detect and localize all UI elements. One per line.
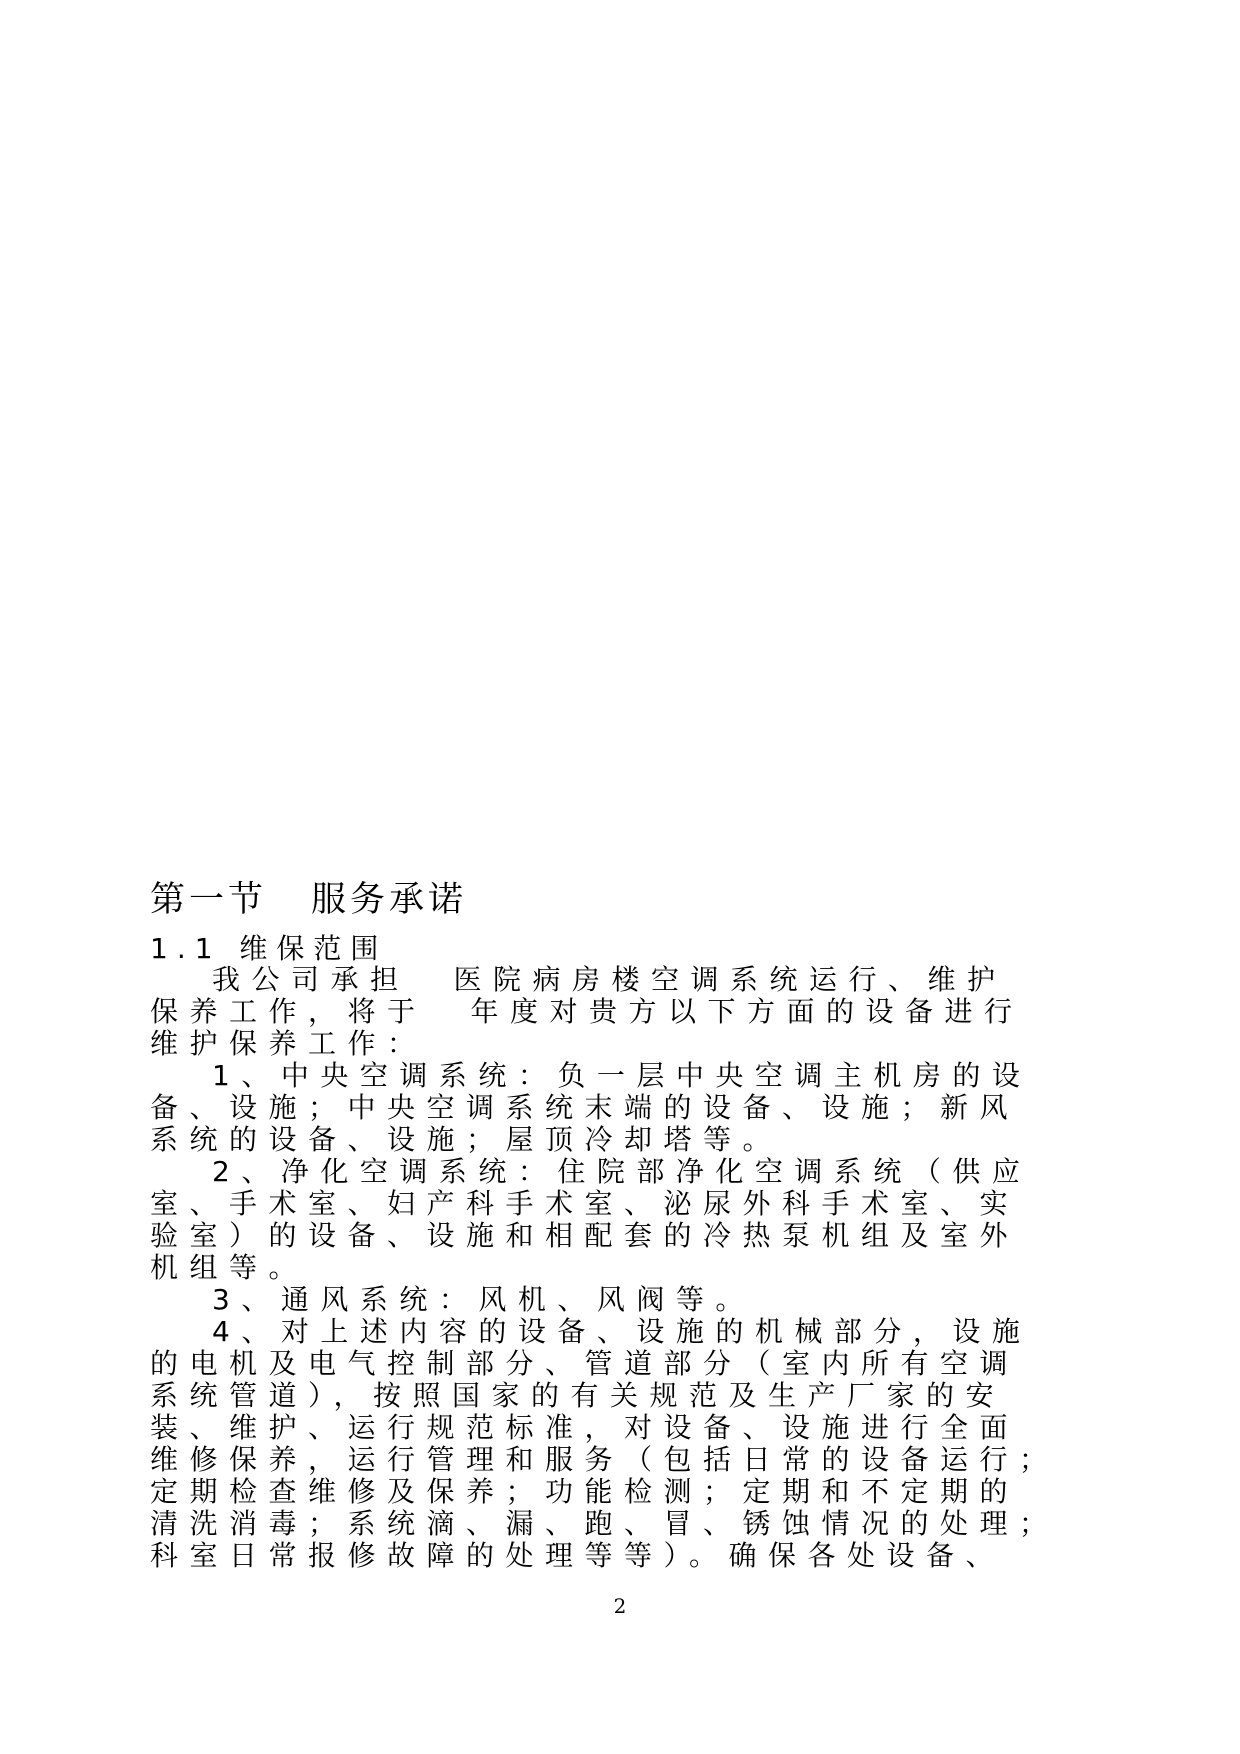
- text-fragment: 医院病房楼空调系统运行、维护: [453, 963, 1007, 996]
- section-number: 第一节: [150, 880, 268, 920]
- text-line: 的电机及电气控制部分、管道部分（室内所有空调: [150, 1347, 1020, 1380]
- text-line: 清洗消毒；系统滴、漏、跑、冒、锈蚀情况的处理；: [150, 1507, 1059, 1540]
- text-line: 2、净化空调系统：住院部净化空调系统（供应: [212, 1155, 1032, 1188]
- text-line: 机组等。: [150, 1251, 309, 1284]
- text-line: [150, 964, 1150, 996]
- text-fragment: 我公司承担: [212, 963, 410, 996]
- text-line: 系统的设备、设施；屋顶冷却塔等。: [150, 1123, 783, 1156]
- text-line: 维修保养，运行管理和服务（包括日常的设备运行；: [150, 1443, 1059, 1476]
- page-number: 2: [613, 1594, 627, 1618]
- text-line: 验室）的设备、设施和相配套的冷热泵机组及室外: [150, 1219, 1020, 1252]
- section-name: 服务承诺: [311, 880, 468, 920]
- text-line: 室、手术室、妇产科手术室、泌尿外科手术室、实: [150, 1187, 1020, 1220]
- subsection-title: 1.1 维保范围: [150, 932, 388, 965]
- text-fragment: 年度对贵方以下方面的设备进行: [470, 995, 1024, 1028]
- text-line: [150, 996, 1150, 1028]
- text-line: 3、通风系统：风机、风阀等。: [212, 1283, 755, 1316]
- text-line: 科室日常报修故障的处理等等）。确保各处设备、: [150, 1539, 1006, 1572]
- text-line: 1、中央空调系统：负一层中央空调主机房的设: [212, 1059, 1032, 1092]
- body-text: [150, 964, 1150, 1572]
- text-line: 装、维护、运行规范标准，对设备、设施进行全面: [150, 1411, 1020, 1444]
- text-line: 备、设施；中央空调系统末端的设备、设施；新风: [150, 1091, 1020, 1124]
- text-line: 系统管道），按照国家的有关规范及生产厂家的安: [150, 1379, 1006, 1412]
- text-line: 维护保养工作：: [150, 1027, 427, 1060]
- section-title: [150, 878, 467, 922]
- text-line: 4、对上述内容的设备、设施的机械部分，设施: [212, 1315, 1032, 1348]
- text-line: 定期检查维修及保养；功能检测；定期和不定期的: [150, 1475, 1020, 1508]
- text-fragment: 保养工作，将于: [150, 995, 427, 1028]
